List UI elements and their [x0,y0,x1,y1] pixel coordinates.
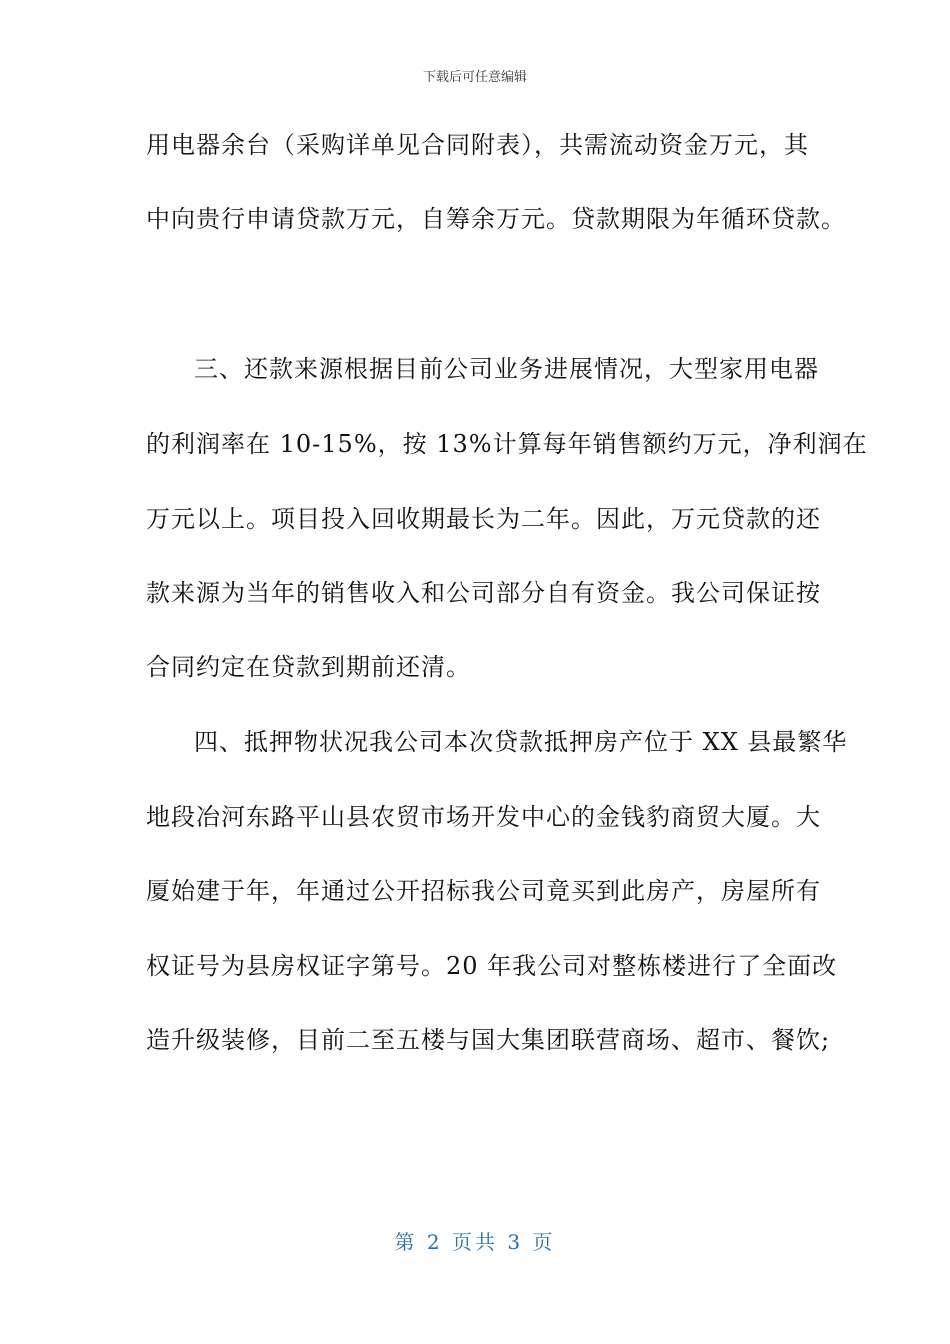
page-footer: 第 2 页共 3 页 [394,1230,556,1254]
page-header: 下载后可任意编辑 [422,70,527,85]
text-line: 合同约定在贷款到期前还清。 [146,653,471,681]
text-line: 地段冶河东路平山县农贸市场开发中心的金钱豹商贸大厦。大 [146,803,821,831]
text-line: 用电器余台（采购详单见合同附表），共需流动资金万元，其 [146,131,809,159]
text-line: 三、还款来源根据目前公司业务进展情况，大型家用电器 [194,355,819,383]
text-line: 权证号为县房权证字第号。20 年我公司对整栋楼进行了全面改 [146,952,838,980]
text-line: 造升级装修，目前二至五楼与国大集团联营商场、超市、餐饮; [146,1026,831,1054]
text-line: 款来源为当年的销售收入和公司部分自有资金。我公司保证按 [146,579,821,607]
text-line: 万元以上。项目投入回收期最长为二年。因此，万元贷款的还 [146,505,821,533]
text-line: 厦始建于年，年通过公开招标我公司竟买到此房产，房屋所有 [146,877,821,905]
text-line: 的利润率在 10-15%，按 13%计算每年销售额约万元，净利润在 [146,430,868,458]
text-line: 四、抵押物状况我公司本次贷款抵押房产位于 XX 县最繁华 [194,728,848,756]
text-line: 中向贵行申请贷款万元，自筹余万元。贷款期限为年循环贷款。 [146,205,846,233]
